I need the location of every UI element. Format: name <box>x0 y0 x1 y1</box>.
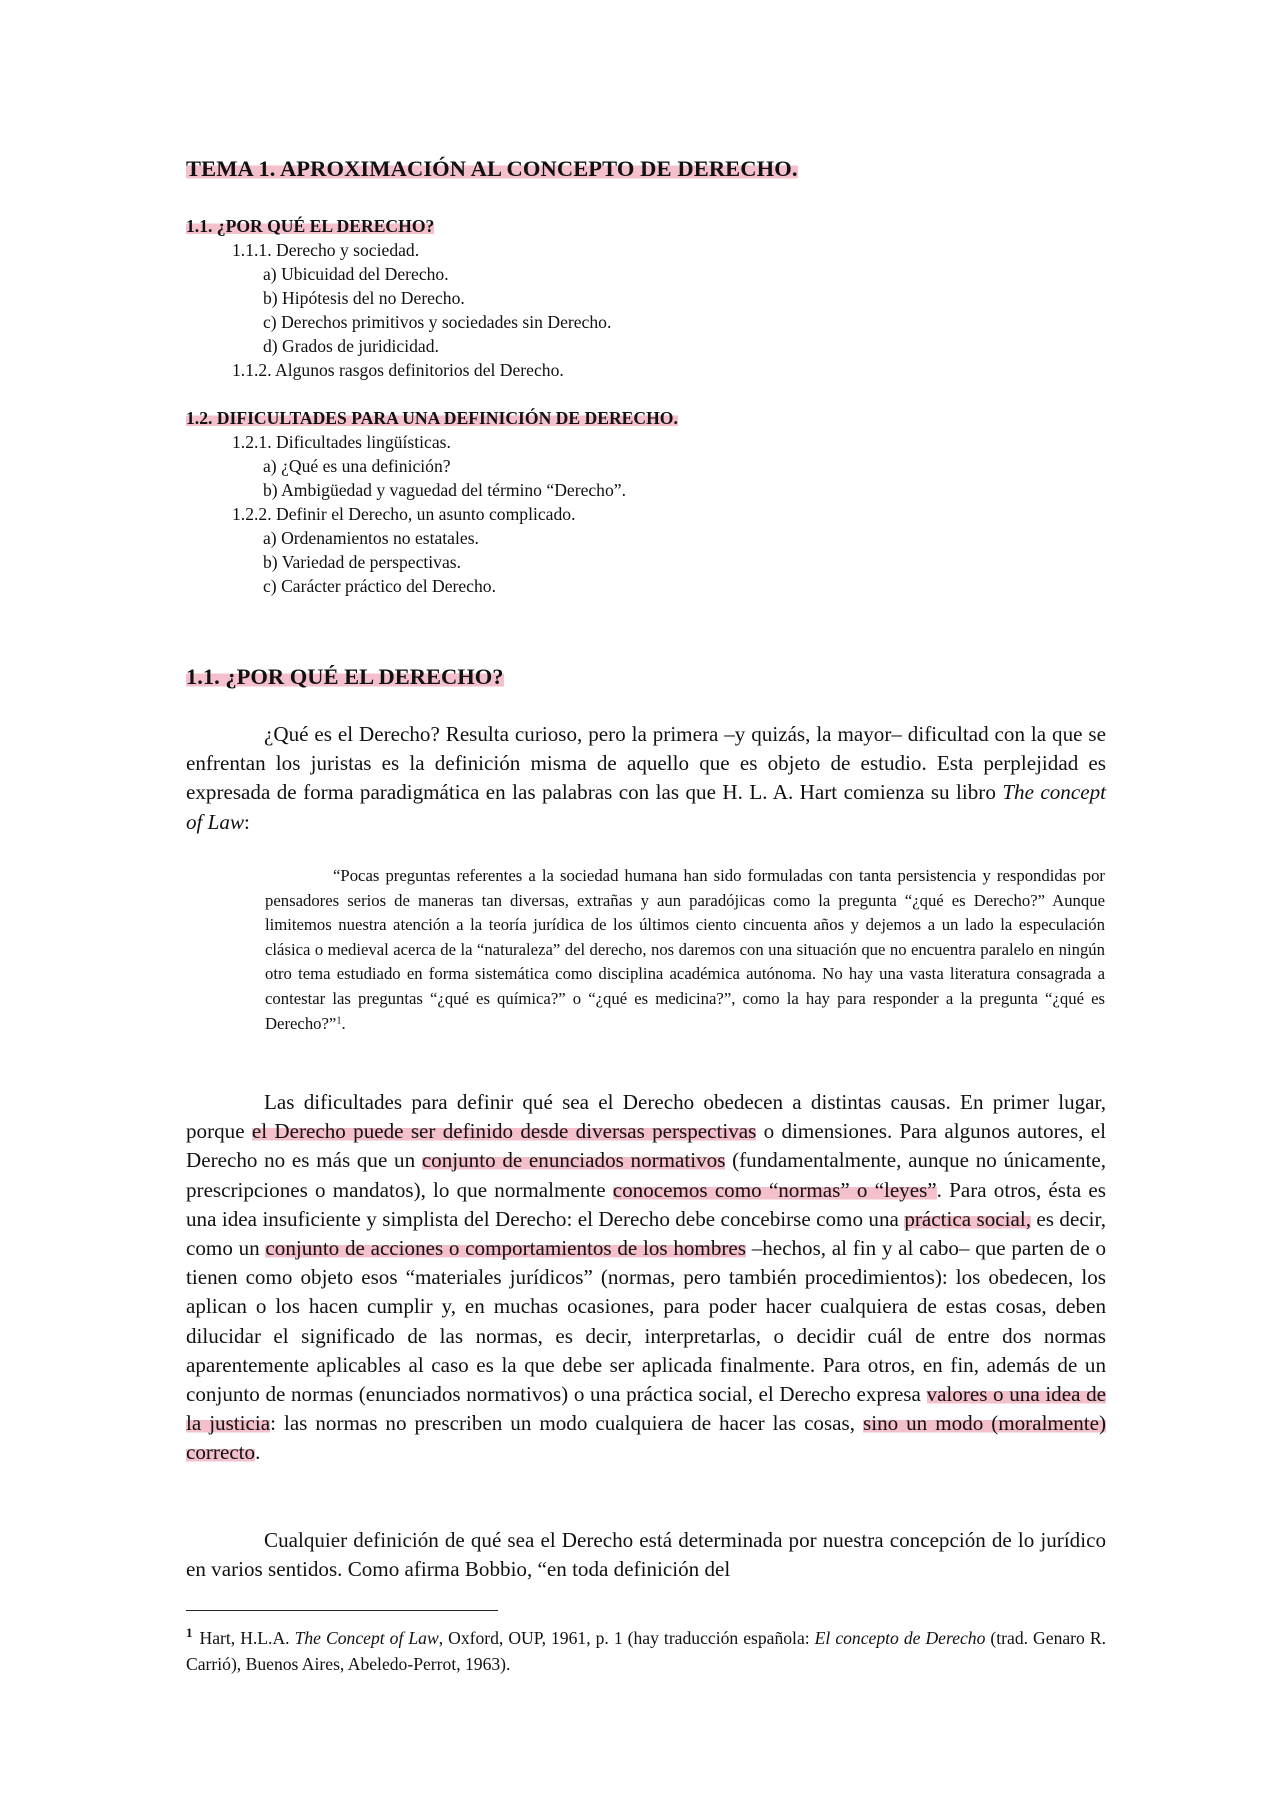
section-heading <box>186 664 504 690</box>
paragraph-2-text: –hechos, al fin y al cabo– que parten de o tienen como objeto esos “materiales jurídicos” (normas, pero también procedimientos): los obedecen, los aplican o los hacen cumplir y, en muchas ocasiones, para poder hacer cualquiera de estas cosas, deben dilucidar el significado de las normas, es decir, interpretarlas, o decidir cuál de entre dos normas aparentemente aplicables al caso es la que debe ser aplicada finalmente. Para otros, en fin, además de un conjunto de normas (enunciados normativos) o una práctica social, el Derecho expresa <box>186 1236 1106 1407</box>
toc-item-1-1-2: 1.1.2. Algunos rasgos definitorios del Derecho. <box>232 360 564 380</box>
footnote-italic-title: El concepto de Derecho <box>814 1628 986 1648</box>
paragraph-2-text: es decir, como un <box>186 1206 1106 1261</box>
book-title-italic: The concept of Law <box>186 780 1106 834</box>
paragraph-3 <box>186 1526 1106 1584</box>
toc-heading-1-2-text: 1.2. DIFICULTADES PARA UNA DEFINICIÓN DE DERECHO. <box>186 408 678 428</box>
paragraph-1 <box>186 720 1106 837</box>
footnote-text: , Oxford, OUP, 1961, p. 1 (hay traducción española: <box>438 1628 815 1648</box>
footnote-text: Hart, H.L.A. <box>194 1628 295 1648</box>
toc-item-1-2-1-b: b) Ambigüedad y vaguedad del término “Derecho”. <box>263 480 626 500</box>
footnote-italic-title: The Concept of Law <box>294 1628 439 1648</box>
block-quote-end: . <box>341 1013 346 1033</box>
highlight-moralmente-correcto: sino un modo (moralmente) correcto <box>186 1411 1106 1465</box>
paragraph-2-text: (fundamentalmente, aunque no únicamente, prescripciones o mandatos), lo que normalmente <box>186 1148 1106 1202</box>
highlight-normas-leyes: conocemos como “normas” o “leyes” <box>612 1177 937 1202</box>
toc-item-1-1-1-d: d) Grados de juridicidad. <box>263 336 439 356</box>
highlight-justicia: valores o una idea de la justicia <box>186 1382 1106 1436</box>
footnote-divider <box>186 1610 498 1611</box>
document-title <box>186 156 798 182</box>
paragraph-2-text: . Para otros, ésta es una idea insuficiente y simplista del Derecho: el Derecho debe concebirse como una <box>186 1177 1106 1231</box>
paragraph-2-text: o dimensiones. Para algunos autores, el Derecho no es más que un <box>186 1119 1106 1173</box>
paragraph-2-text: . <box>255 1440 261 1465</box>
highlight-practica-social: práctica social, <box>904 1206 1031 1231</box>
paragraph-1-text: ¿Qué es el Derecho? Resulta curioso, pero la primera –y quizás, la mayor– dificultad con la que se enfrentan los juristas es la definición misma de aquello que es objeto de estudio. Esta perplejidad es expresada de forma paradigmática en las palabras con las que H. L. A. Hart comienza su libro <box>186 722 1106 805</box>
toc-item-1-2-1: 1.2.1. Dificultades lingüísticas. <box>232 432 451 452</box>
paragraph-2 <box>186 1088 1106 1468</box>
footnote-reference[interactable]: 1 <box>336 1014 342 1026</box>
toc-item-1-2-2-c: c) Carácter práctico del Derecho. <box>263 576 496 596</box>
toc-item-1-1-1-a: a) Ubicuidad del Derecho. <box>263 264 449 284</box>
highlight-comportamientos: conjunto de acciones o comportamientos de los hombres <box>265 1236 746 1261</box>
paragraph-1-end: : <box>244 809 250 834</box>
footnote <box>186 1620 1106 1677</box>
toc-item-1-1-1-c: c) Derechos primitivos y sociedades sin Derecho. <box>263 312 612 332</box>
footnote-text: (trad. Genaro R. Carrió), Buenos Aires, Abeledo-Perrot, 1963). <box>186 1628 1106 1674</box>
highlight-enunciados: conjunto de enunciados normativos <box>421 1148 726 1173</box>
highlight-perspectivas: el Derecho puede ser definido desde diversas perspectivas <box>251 1119 757 1144</box>
document-title-text: TEMA 1. APROXIMACIÓN AL CONCEPTO DE DERECHO. <box>186 156 798 181</box>
block-quote <box>265 864 1105 1036</box>
toc-item-1-2-2-a: a) Ordenamientos no estatales. <box>263 528 479 548</box>
toc-heading-1-2 <box>186 408 678 429</box>
toc-item-1-2-2: 1.2.2. Definir el Derecho, un asunto complicado. <box>232 504 576 524</box>
toc-heading-1-1-text: 1.1. ¿POR QUÉ EL DERECHO? <box>186 216 435 236</box>
footnote-number: 1 <box>186 1625 193 1640</box>
section-heading-text: 1.1. ¿POR QUÉ EL DERECHO? <box>186 664 504 689</box>
toc-item-1-1-1: 1.1.1. Derecho y sociedad. <box>232 240 420 260</box>
toc-heading-1-1 <box>186 216 434 237</box>
block-quote-text: “Pocas preguntas referentes a la sociedad humana han sido formuladas con tanta persistencia y respondidas por pensadores serios de maneras tan diversas, extrañas y aun paradójicas como la pregunta “¿qué es Derecho?” Aunque limitemos nuestra atención a la teoría jurídica de los últimos ciento cincuenta años y dejemos a un lado la especulación clásica o medieval acerca de la “naturaleza” del derecho, nos daremos con una situación que no encuentra paralelo en ningún otro tema estudiado en forma sistemática como disciplina académica autónoma. No hay una vasta literatura consagrada a contestar las preguntas “¿qué es química?” o “¿qué es medicina?”, como la hay para responder a la pregunta “¿qué es Derecho?” <box>265 866 1105 1033</box>
toc-item-1-2-2-b: b) Variedad de perspectivas. <box>263 552 462 572</box>
toc-item-1-2-1-a: a) ¿Qué es una definición? <box>263 456 451 476</box>
paragraph-2-text: Las dificultades para definir qué sea el Derecho obedecen a distintas causas. En primer lugar, porque <box>186 1090 1106 1144</box>
paragraph-2-text: : las normas no prescriben un modo cualquiera de hacer las cosas, <box>270 1411 863 1436</box>
paragraph-3-text: Cualquier definición de qué sea el Derecho está determinada por nuestra concepción de lo jurídico en varios sentidos. Como afirma Bobbio, “en toda definición del <box>186 1528 1106 1582</box>
toc-item-1-1-1-b: b) Hipótesis del no Derecho. <box>263 288 465 308</box>
